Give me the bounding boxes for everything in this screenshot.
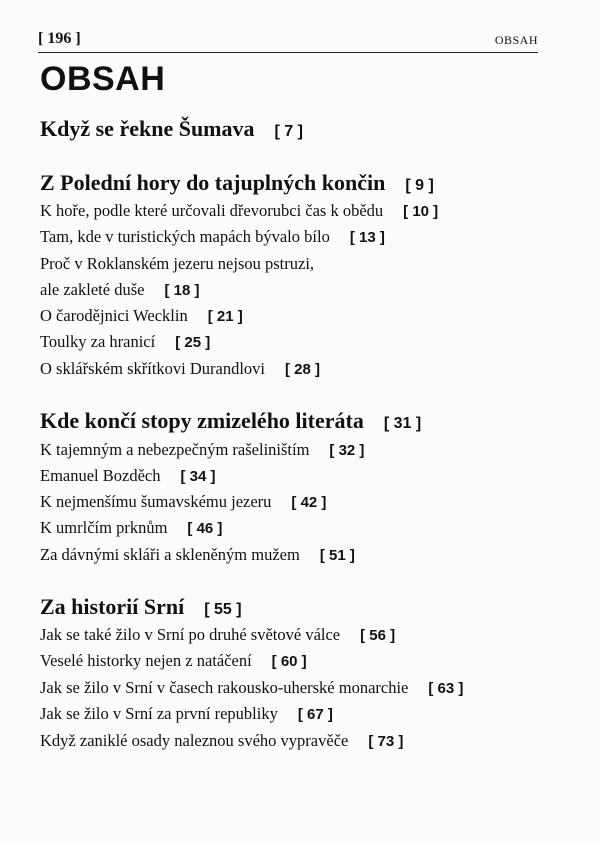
entry-page-ref: [ 60 ] xyxy=(271,653,307,670)
entry-text: Jak se také žilo v Srní po druhé světové válce xyxy=(40,625,341,644)
toc-entry xyxy=(40,227,385,247)
toc-entry xyxy=(40,440,364,460)
entry-page-ref: [ 63 ] xyxy=(428,680,464,697)
page-title: OBSAH xyxy=(40,60,166,98)
toc-entry xyxy=(40,625,395,645)
toc-entry xyxy=(40,545,355,565)
entry-text: Emanuel Bozděch xyxy=(40,466,161,485)
entry-text: Jak se žilo v Srní za první republiky xyxy=(40,704,278,723)
entry-page-ref: [ 56 ] xyxy=(360,627,396,644)
entry-page-ref: [ 13 ] xyxy=(349,229,385,246)
toc-entry xyxy=(40,201,438,221)
toc-entry xyxy=(40,492,326,512)
toc-entry xyxy=(40,254,314,274)
section-page-ref: [ 7 ] xyxy=(274,123,303,140)
toc-entry xyxy=(40,306,243,326)
entry-page-ref: [ 25 ] xyxy=(175,334,211,351)
section-title-text: Za historií Srní xyxy=(40,594,185,619)
toc-entry xyxy=(40,359,320,379)
entry-page-ref: [ 42 ] xyxy=(291,494,327,511)
running-title: OBSAH xyxy=(494,33,538,47)
toc-entry xyxy=(40,280,199,300)
entry-page-ref: [ 67 ] xyxy=(297,706,333,723)
entry-page-ref: [ 21 ] xyxy=(207,308,243,325)
entry-text: K tajemným a nebezpečným rašeliništím xyxy=(40,440,310,459)
entry-text: Proč v Roklanském jezeru nejsou pstruzi, xyxy=(40,254,315,273)
entry-page-ref: [ 28 ] xyxy=(285,361,321,378)
entry-page-ref: [ 18 ] xyxy=(164,282,200,299)
entry-page-ref: [ 32 ] xyxy=(329,442,365,459)
toc-entry xyxy=(40,466,216,486)
entry-page-ref: [ 46 ] xyxy=(187,520,223,537)
toc-entry xyxy=(40,704,333,724)
entry-text: Za dávnými skláři a skleněným mužem xyxy=(40,545,300,564)
toc-entry xyxy=(40,332,210,352)
entry-text: O čarodějnici Wecklin xyxy=(40,306,188,325)
toc-entry xyxy=(40,731,403,751)
entry-text: Jak se žilo v Srní v časech rakousko-uherské monarchie xyxy=(40,678,409,697)
entry-text: Když zaniklé osady naleznou svého vypravěče xyxy=(40,731,349,750)
toc-section-title xyxy=(40,170,434,196)
entry-page-ref: [ 34 ] xyxy=(180,468,216,485)
running-header xyxy=(38,30,538,53)
section-title-text: Z Polední hory do tajuplných končin xyxy=(40,170,386,195)
toc-section-title xyxy=(40,408,421,434)
entry-page-ref: [ 73 ] xyxy=(368,733,404,750)
toc-entry xyxy=(40,518,222,538)
section-page-ref: [ 9 ] xyxy=(405,177,434,194)
section-page-ref: [ 31 ] xyxy=(383,415,422,432)
entry-text: O sklářském skřítkovi Durandlovi xyxy=(40,359,266,378)
entry-text: ale zakleté duše xyxy=(40,280,145,299)
entry-page-ref: [ 51 ] xyxy=(319,547,355,564)
section-title-text: Kde končí stopy zmizelého literáta xyxy=(40,408,364,433)
section-title-text: Když se řekne Šumava xyxy=(40,116,255,141)
toc-entry xyxy=(40,651,307,671)
entry-page-ref: [ 10 ] xyxy=(403,203,439,220)
entry-text: K hoře, podle které určovali dřevorubci čas k obědu xyxy=(40,201,384,220)
toc-section-title xyxy=(40,116,303,142)
page-number: [ 196 ] xyxy=(38,30,81,47)
toc-entry xyxy=(40,678,463,698)
entry-text: Tam, kde v turistických mapách bývalo bílo xyxy=(40,227,330,246)
toc-section-title xyxy=(40,594,242,620)
entry-text: K nejmenšímu šumavskému jezeru xyxy=(40,492,272,511)
entry-text: K umrlčím prknům xyxy=(40,518,168,537)
section-page-ref: [ 55 ] xyxy=(204,601,242,618)
entry-text: Toulky za hranicí xyxy=(40,332,156,351)
entry-text: Veselé historky nejen z natáčení xyxy=(40,651,252,670)
